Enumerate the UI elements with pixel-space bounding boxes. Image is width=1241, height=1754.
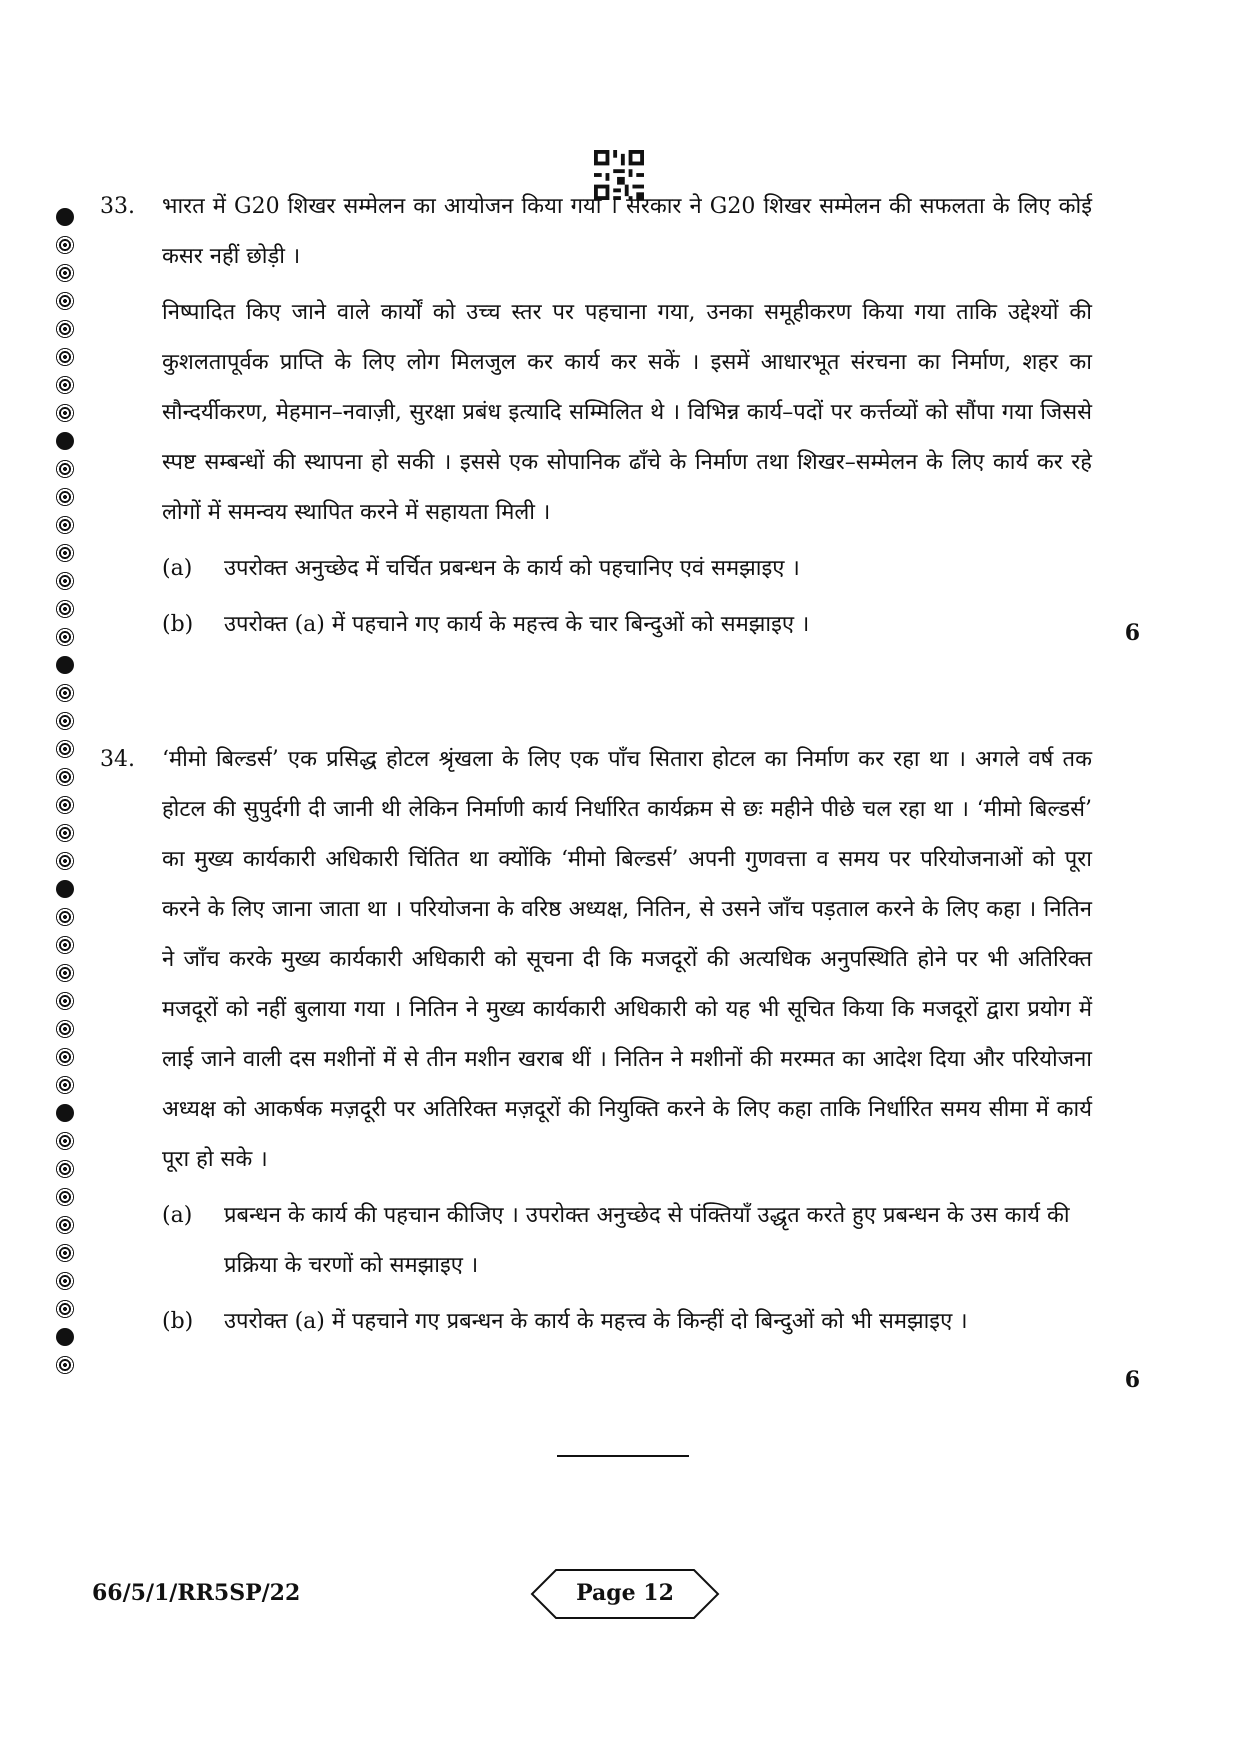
margin-ring xyxy=(56,880,74,898)
margin-ring xyxy=(56,404,74,422)
margin-ring xyxy=(56,824,74,842)
question-intro: भारत में G20 शिखर सम्मेलन का आयोजन किया गया । सरकार ने G20 शिखर सम्मेलन की सफलता के लिए कोई कसर नहीं छोड़ी । xyxy=(162,194,1092,269)
subquestion-label: (a) xyxy=(162,556,193,581)
margin-ring xyxy=(56,600,74,618)
marks: 6 xyxy=(1124,620,1140,646)
margin-ring xyxy=(56,460,74,478)
margin-ring xyxy=(56,1160,74,1178)
subquestion-text: उपरोक्त अनुच्छेद में चर्चित प्रबन्धन के कार्य को पहचानिए एवं समझाइए । xyxy=(224,556,800,581)
question-passage: ‘मीमो बिल्डर्स’ एक प्रसिद्ध होटल श्रृंखला के लिए एक पाँच सितारा होटल का निर्माण कर रहा था । अगले वर्ष तक होटल की सुपुर्दगी दी जानी थी लेकिन निर्माणी कार्य निर्धारित कार्यक्रम से छः महीने पीछे चल रहा था । ‘मीमो बिल्डर्स’ का मुख्य कार्यकारी अधिकारी चिंतित था क्योंकि ‘मीमो बिल्डर्स’ अपनी गुणवत्ता व समय पर परियोजनाओं को पूरा करने के लिए जाना जाता था । परियोजना के वरिष्ठ अध्यक्ष, नितिन, से उसने जाँच पड़ताल करने के लिए कहा । नितिन ने जाँच करके मुख्य कार्यकारी अधिकारी को सूचना दी कि मजदूरों की अत्यधिक अनुपस्थिति होने पर भी अतिरिक्त मजदूरों को नहीं बुलाया गया । नितिन ने मुख्य कार्यकारी अधिकारी को यह भी सूचित किया कि मजदूरों द्वारा प्रयोग में लाई जाने वाली दस मशीनों में से तीन मशीन खराब थीं । नितिन ने मशीनों की मरम्मत का आदेश दिया और परियोजना अध्यक्ष को आकर्षक मज़दूरी पर अतिरिक्त मज़दूरों की नियुक्ति करने के लिए कहा ताकि निर्धारित समय सीमा में कार्य पूरा हो सके । xyxy=(162,747,1092,1172)
margin-ring xyxy=(56,1048,74,1066)
subquestion-a xyxy=(162,544,1092,594)
margin-ring-strip xyxy=(56,208,82,1384)
question-number: 34. xyxy=(100,747,135,772)
margin-ring xyxy=(56,628,74,646)
margin-ring xyxy=(56,348,74,366)
margin-ring xyxy=(56,1104,74,1122)
subquestion-label: (a) xyxy=(162,1203,193,1228)
margin-ring xyxy=(56,796,74,814)
margin-ring xyxy=(56,656,74,674)
margin-ring xyxy=(56,740,74,758)
margin-ring xyxy=(56,852,74,870)
margin-ring xyxy=(56,264,74,282)
marks: 6 xyxy=(1124,1367,1140,1393)
margin-ring xyxy=(56,320,74,338)
end-rule xyxy=(557,1455,689,1457)
margin-ring xyxy=(56,1020,74,1038)
margin-ring xyxy=(56,1132,74,1150)
margin-ring xyxy=(56,376,74,394)
margin-ring xyxy=(56,208,74,226)
margin-ring xyxy=(56,544,74,562)
margin-ring xyxy=(56,1188,74,1206)
subquestion-text: उपरोक्त (a) में पहचाने गए कार्य के महत्त्व के चार बिन्दुओं को समझाइए । xyxy=(224,612,810,637)
question-passage: निष्पादित किए जाने वाले कार्यों को उच्च स्तर पर पहचाना गया, उनका समूहीकरण किया गया ताकि उद्देश्यों की कुशलतापूर्वक प्राप्ति के लिए लोग मिलजुल कर कार्य कर सकें । इसमें आधारभूत संरचना का निर्माण, शहर का सौन्दर्यीकरण, मेहमान–नवाज़ी, सुरक्षा प्रबंध इत्यादि सम्मिलित थे । विभिन्न कार्य–पदों पर कर्त्तव्यों को सौंपा गया जिससे स्पष्ट सम्बन्धों की स्थापना हो सकी । इससे एक सोपानिक ढाँचे के निर्माण तथा शिखर–सम्मेलन के लिए कार्य कर रहे लोगों में समन्वय स्थापित करने में सहायता मिली । xyxy=(162,300,1092,525)
subquestion-text: उपरोक्त (a) में पहचाने गए प्रबन्धन के कार्य के महत्त्व के किन्हीं दो बिन्दुओं को भी समझाइए । xyxy=(224,1309,968,1334)
margin-ring xyxy=(56,572,74,590)
page-number-box xyxy=(530,1568,720,1620)
margin-ring xyxy=(56,236,74,254)
paper-code: 66/5/1/RR5SP/22 xyxy=(92,1580,301,1606)
margin-ring xyxy=(56,292,74,310)
subquestion-a xyxy=(162,1191,1092,1291)
margin-ring xyxy=(56,1216,74,1234)
margin-ring xyxy=(56,1300,74,1318)
margin-ring xyxy=(56,1356,74,1374)
margin-ring xyxy=(56,712,74,730)
margin-ring xyxy=(56,488,74,506)
subquestion-label: (b) xyxy=(162,1309,194,1334)
margin-ring xyxy=(56,1076,74,1094)
margin-ring xyxy=(56,1328,74,1346)
margin-ring xyxy=(56,432,74,450)
margin-ring xyxy=(56,1272,74,1290)
page-number: Page 12 xyxy=(576,1580,674,1606)
margin-ring xyxy=(56,964,74,982)
subquestion-text: प्रबन्धन के कार्य की पहचान कीजिए । उपरोक्त अनुच्छेद से पंक्तियाँ उद्धृत करते हुए प्रबन्धन के उस कार्य की प्रक्रिया के चरणों को समझाइए । xyxy=(224,1203,1070,1278)
margin-ring xyxy=(56,992,74,1010)
subquestion-b xyxy=(162,1297,1092,1347)
margin-ring xyxy=(56,516,74,534)
subquestion-b xyxy=(162,600,1092,650)
subquestion-label: (b) xyxy=(162,612,194,637)
margin-ring xyxy=(56,936,74,954)
margin-ring xyxy=(56,684,74,702)
margin-ring xyxy=(56,908,74,926)
margin-ring xyxy=(56,1244,74,1262)
margin-ring xyxy=(56,768,74,786)
question-number: 33. xyxy=(100,194,135,219)
